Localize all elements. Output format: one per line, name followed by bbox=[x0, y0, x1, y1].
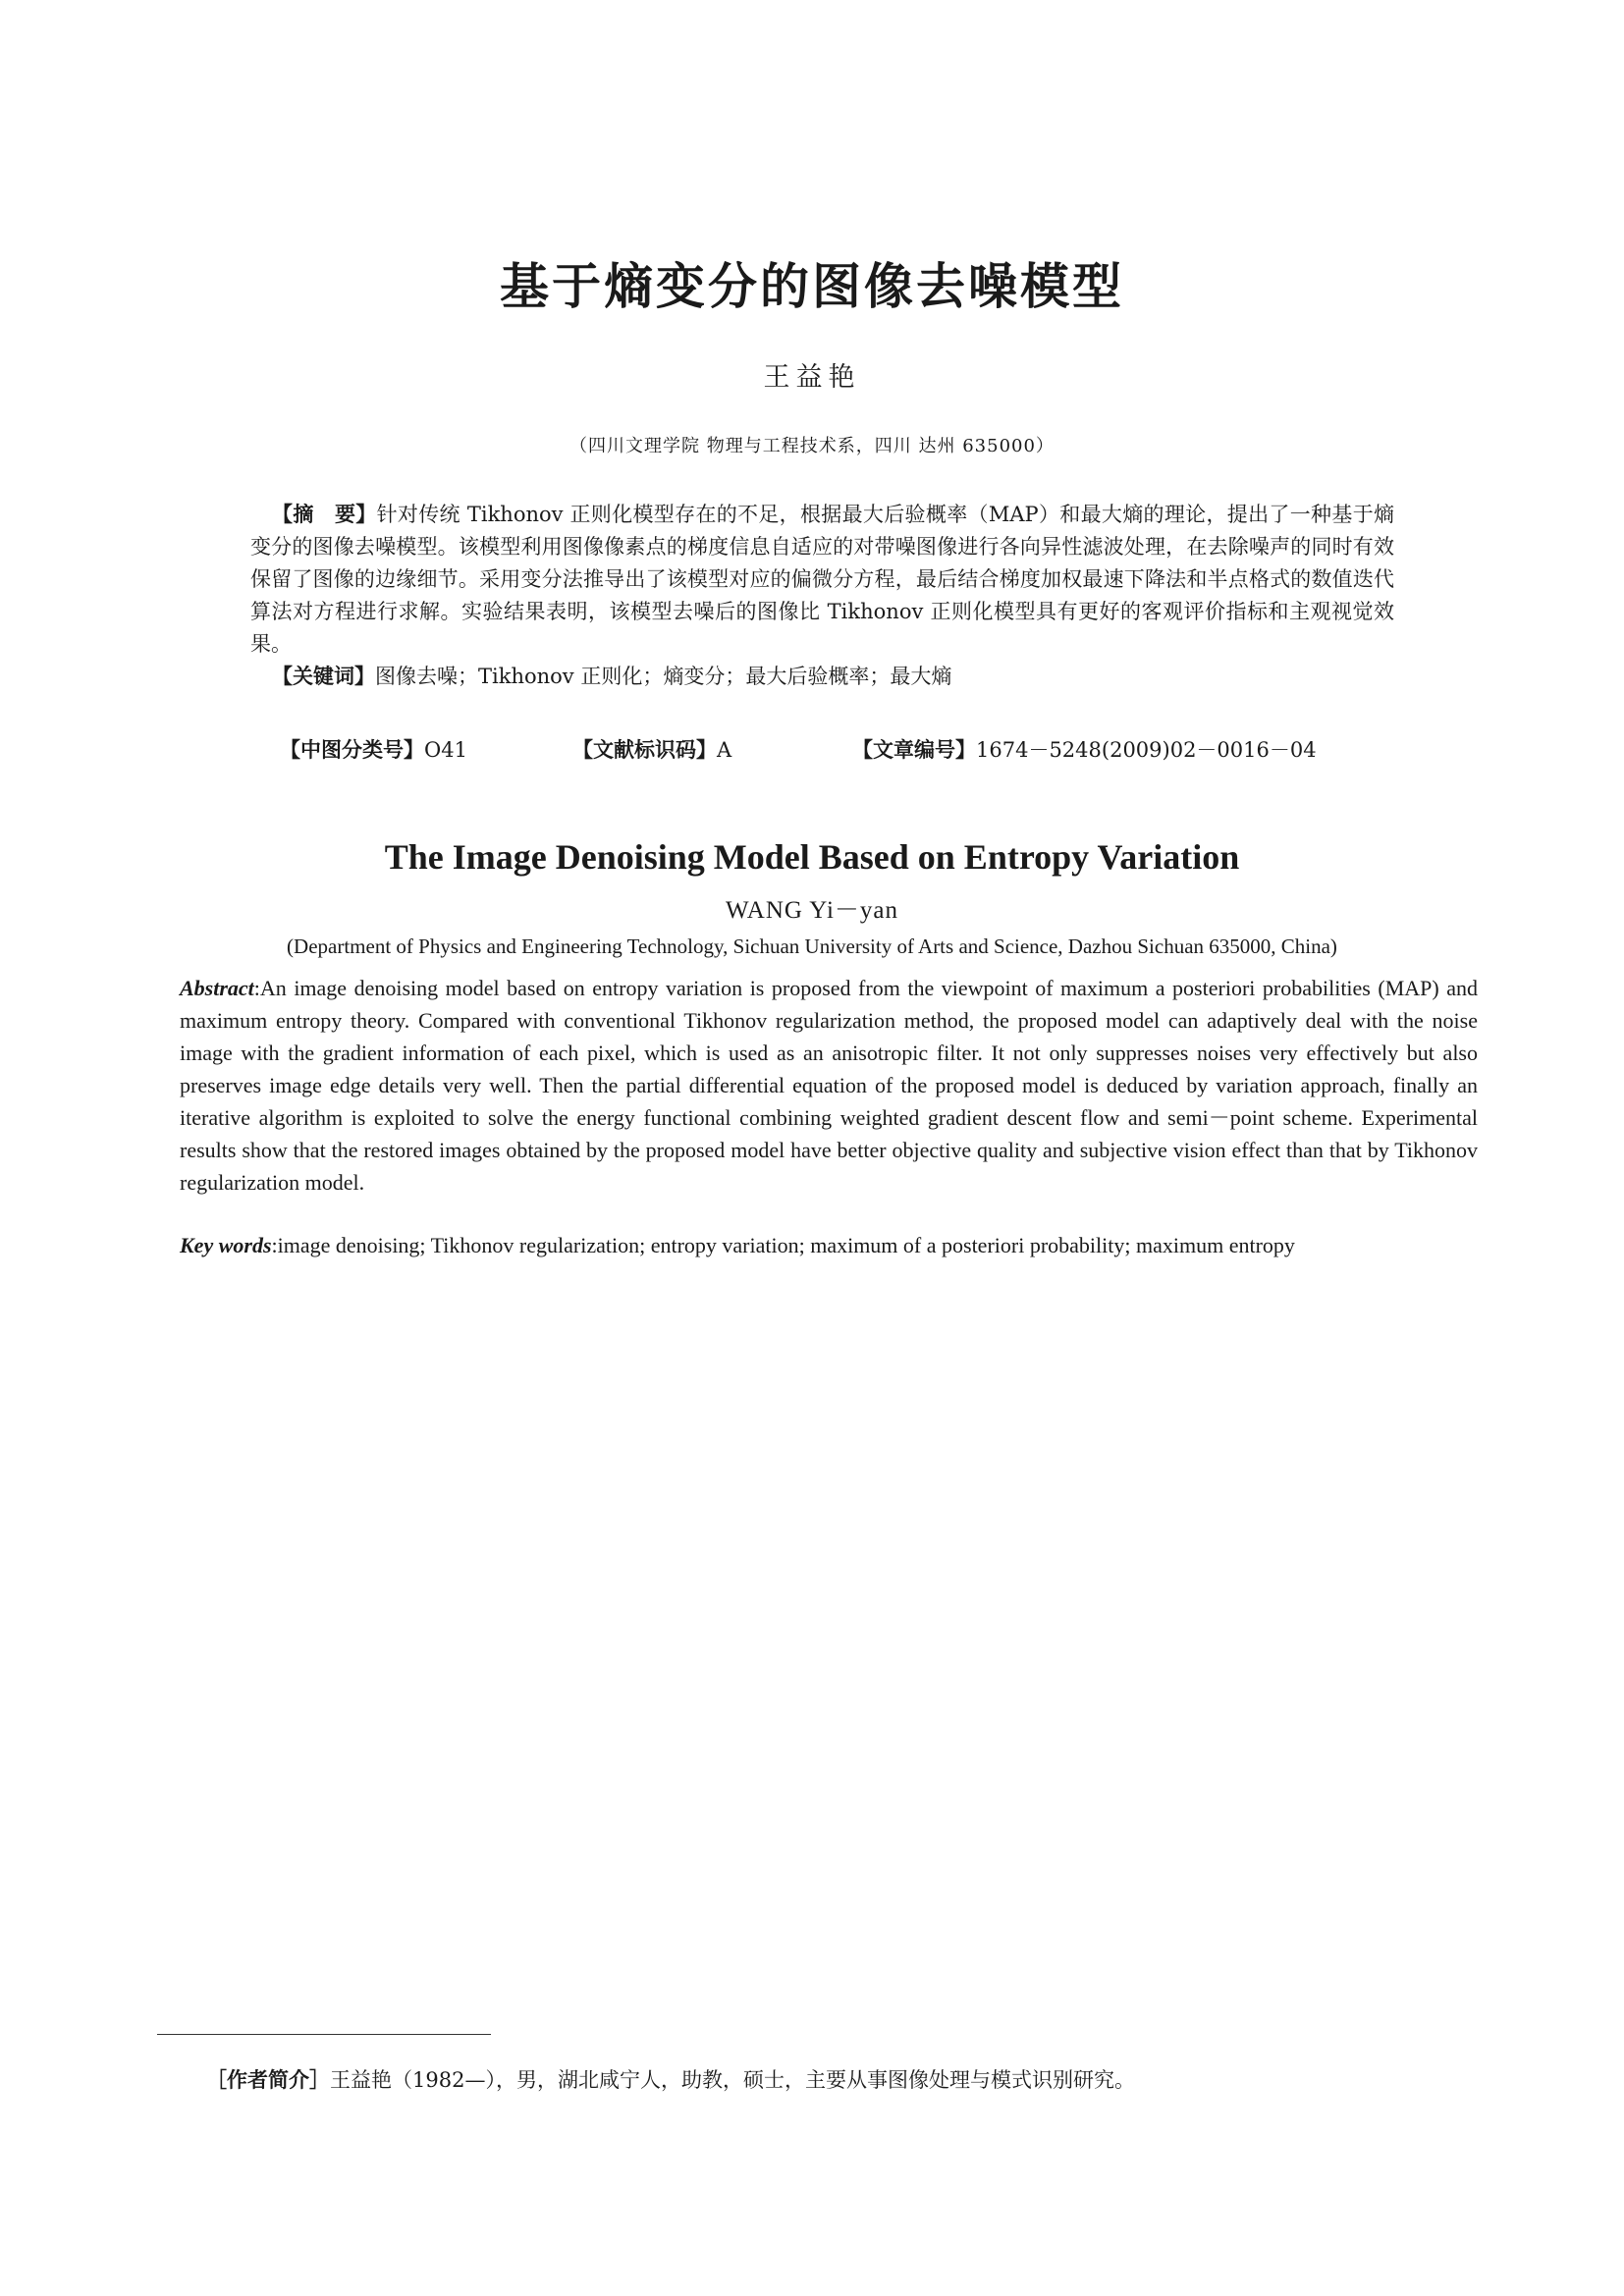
chinese-abstract-text: 针对传统 Tikhonov 正则化模型存在的不足，根据最大后验概率（MAP）和最大熵的理论，提出了一种基于熵变分的图像去噪模型。该模型利用图像像素点的梯度信息自适应的对带噪图像进行各向异性滤波处理，在去除噪声的同时有效保留了图像的边缘细节。采用变分法推导出了该模型对应的偏微分方程，最后结合梯度加权最速下降法和半点格式的数值迭代算法对方程进行求解。实验结果表明，该模型去噪后的图像比 Tikhonov 正则化模型具有更好的客观评价指标和主观视觉效果。 bbox=[250, 503, 1395, 656]
article-number bbox=[852, 734, 1317, 764]
chinese-abstract-label: 【摘 要】 bbox=[272, 503, 377, 526]
chinese-keywords-label: 【关键词】 bbox=[272, 665, 375, 688]
chinese-title: 基于熵变分的图像去噪模型 bbox=[500, 257, 1124, 315]
chinese-keywords bbox=[250, 661, 1394, 693]
chinese-author: 王益艳 bbox=[763, 362, 861, 393]
chinese-affiliation: （四川文理学院 物理与工程技术系，四川 达州 635000） bbox=[569, 436, 1055, 456]
english-affiliation: (Department of Physics and Engineering Technology, Sichuan University of Arts and Science, Dazhou Sichuan 635000, China) bbox=[287, 934, 1337, 958]
english-keywords-text: image denoising; Tikhonov regularization; entropy variation; maximum of a posteriori probability; maximum entropy bbox=[277, 1233, 1295, 1257]
chinese-keywords-text: 图像去噪；Tikhonov 正则化；熵变分；最大后验概率；最大熵 bbox=[375, 665, 952, 688]
english-keywords bbox=[180, 1229, 1478, 1261]
english-title: The Image Denoising Model Based on Entropy Variation bbox=[384, 837, 1240, 877]
author-footnote-label: ［作者简介］ bbox=[206, 2068, 330, 2092]
english-author: WANG Yi－yan bbox=[725, 897, 899, 924]
document-code-value: A bbox=[717, 738, 732, 762]
english-keywords-label: Key words bbox=[180, 1233, 272, 1257]
article-number-value: 1674－5248(2009)02－0016－04 bbox=[976, 738, 1317, 762]
english-keywords-separator: : bbox=[271, 1233, 278, 1257]
english-abstract-label: Abstract bbox=[180, 976, 254, 1000]
chinese-abstract bbox=[250, 499, 1394, 661]
clc-label: 【中图分类号】 bbox=[280, 738, 424, 762]
document-code bbox=[572, 734, 731, 764]
clc-value: O41 bbox=[424, 738, 467, 762]
author-footnote bbox=[206, 2064, 1483, 2094]
english-abstract bbox=[180, 972, 1478, 1199]
author-footnote-text: 王益艳（1982—），男，湖北咸宁人，助教，硕士，主要从事图像处理与模式识别研究。 bbox=[330, 2068, 1135, 2092]
english-abstract-separator: : bbox=[253, 976, 260, 1000]
english-abstract-text: An image denoising model based on entropy variation is proposed from the viewpoint of maximum a posteriori probabilities (MAP) and maximum entropy theory. Compared with conventional Tikhonov regularization method, the proposed model can adaptively deal with the noise image with the gradient information of each pixel, which is used as an anisotropic filter. It not only suppresses noises very effectively but also preserves image edge details very well. Then the partial differential equation of the proposed model is deduced by variation approach, finally an iterative algorithm is exploited to solve the energy functional combining weighted gradient descent flow and semi－point scheme. Experimental results show that the restored images obtained by the proposed model have better objective quality and subjective vision effect than that by Tikhonov regularization model. bbox=[180, 976, 1478, 1195]
clc-number bbox=[280, 734, 467, 764]
footnote-divider bbox=[157, 2034, 491, 2035]
article-number-label: 【文章编号】 bbox=[852, 738, 976, 762]
document-code-label: 【文献标识码】 bbox=[572, 738, 717, 762]
